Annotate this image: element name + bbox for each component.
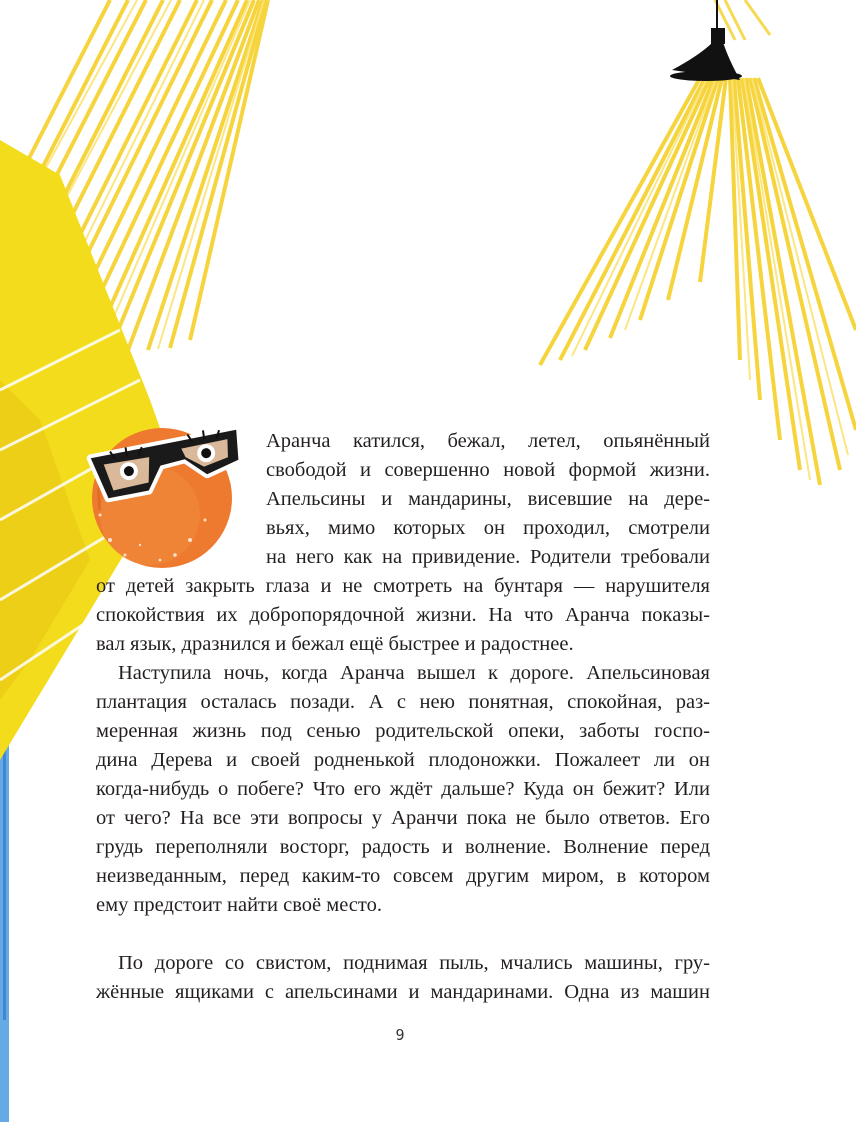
text-line: дина Дерева и своей родненькой плодоножки. Пожалеет ли он: [96, 749, 710, 771]
text-line: на него как на привидение. Родители требовали: [266, 546, 710, 568]
text-line: вьях, мимо которых он проходил, смотрели: [266, 517, 710, 539]
page-number: 9: [395, 1026, 405, 1044]
text-line: меренная жизнь под сенью родительской опеки, заботы госпо-: [96, 720, 710, 742]
text-line: спокойствия их добропорядочной жизни. На что Аранча показы-: [96, 604, 710, 626]
text-line: грудь переполняли восторг, радость и волнение. Волнение перед: [96, 836, 710, 858]
text-line: неизведанным, перед каким-то совсем другим миром, в котором: [96, 865, 710, 887]
text-line: от детей закрыть глаза и не смотреть на бунтаря — нарушителя: [96, 575, 710, 597]
right-light-rays: [540, 78, 856, 485]
text-line: ему предстоит найти своё место.: [96, 894, 382, 916]
text-line: свободой и совершенно новой формой жизни.: [266, 459, 710, 481]
text-line: плантация осталась позади. А с нею понятная, спокойная, раз-: [96, 691, 710, 713]
text-line: Апельсины и мандарины, висевшие на дере-: [266, 488, 710, 510]
text-line: Аранча катился, бежал, летел, опьянённый: [266, 430, 710, 452]
text-line: от чего? На все эти вопросы у Аранчи пока не было ответов. Его: [96, 807, 710, 829]
text-line: когда-нибудь о побеге? Что его ждёт дальше? Куда он бежит? Или: [96, 778, 710, 800]
text-line: вал язык, дразнился и бежал ещё быстрее и радостнее.: [96, 633, 574, 655]
text-line: По дороге со свистом, поднимая пыль, мчались машины, гру-: [118, 952, 710, 974]
text-line: жённые ящиками с апельсинами и мандаринами. Одна из машин: [96, 981, 710, 1003]
text-line: Наступила ночь, когда Аранча вышел к дороге. Апельсиновая: [118, 662, 710, 684]
